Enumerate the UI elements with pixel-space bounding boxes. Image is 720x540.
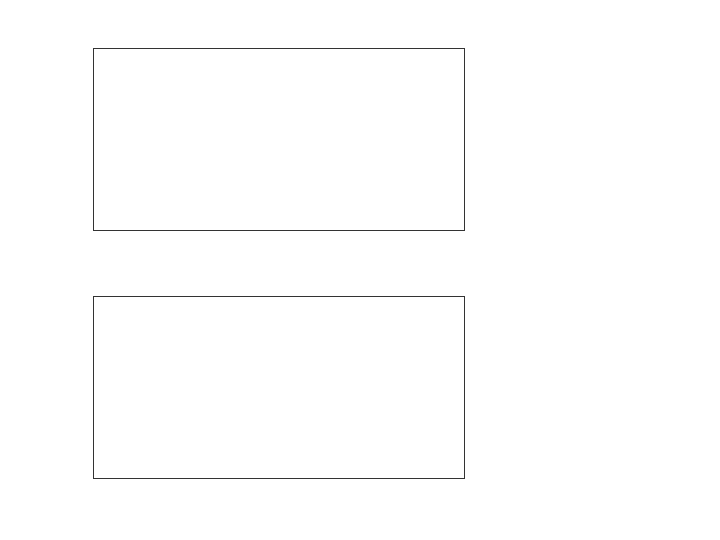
bottom-panel-grid xyxy=(93,296,465,479)
bottom-figure xyxy=(60,278,472,513)
top-figure xyxy=(60,30,472,265)
bottom-y-ticks xyxy=(78,296,92,479)
bottom-x-ticks xyxy=(93,482,465,492)
top-y-ticks xyxy=(78,48,92,231)
top-panel-grid xyxy=(93,48,465,231)
top-x-ticks xyxy=(93,234,465,244)
